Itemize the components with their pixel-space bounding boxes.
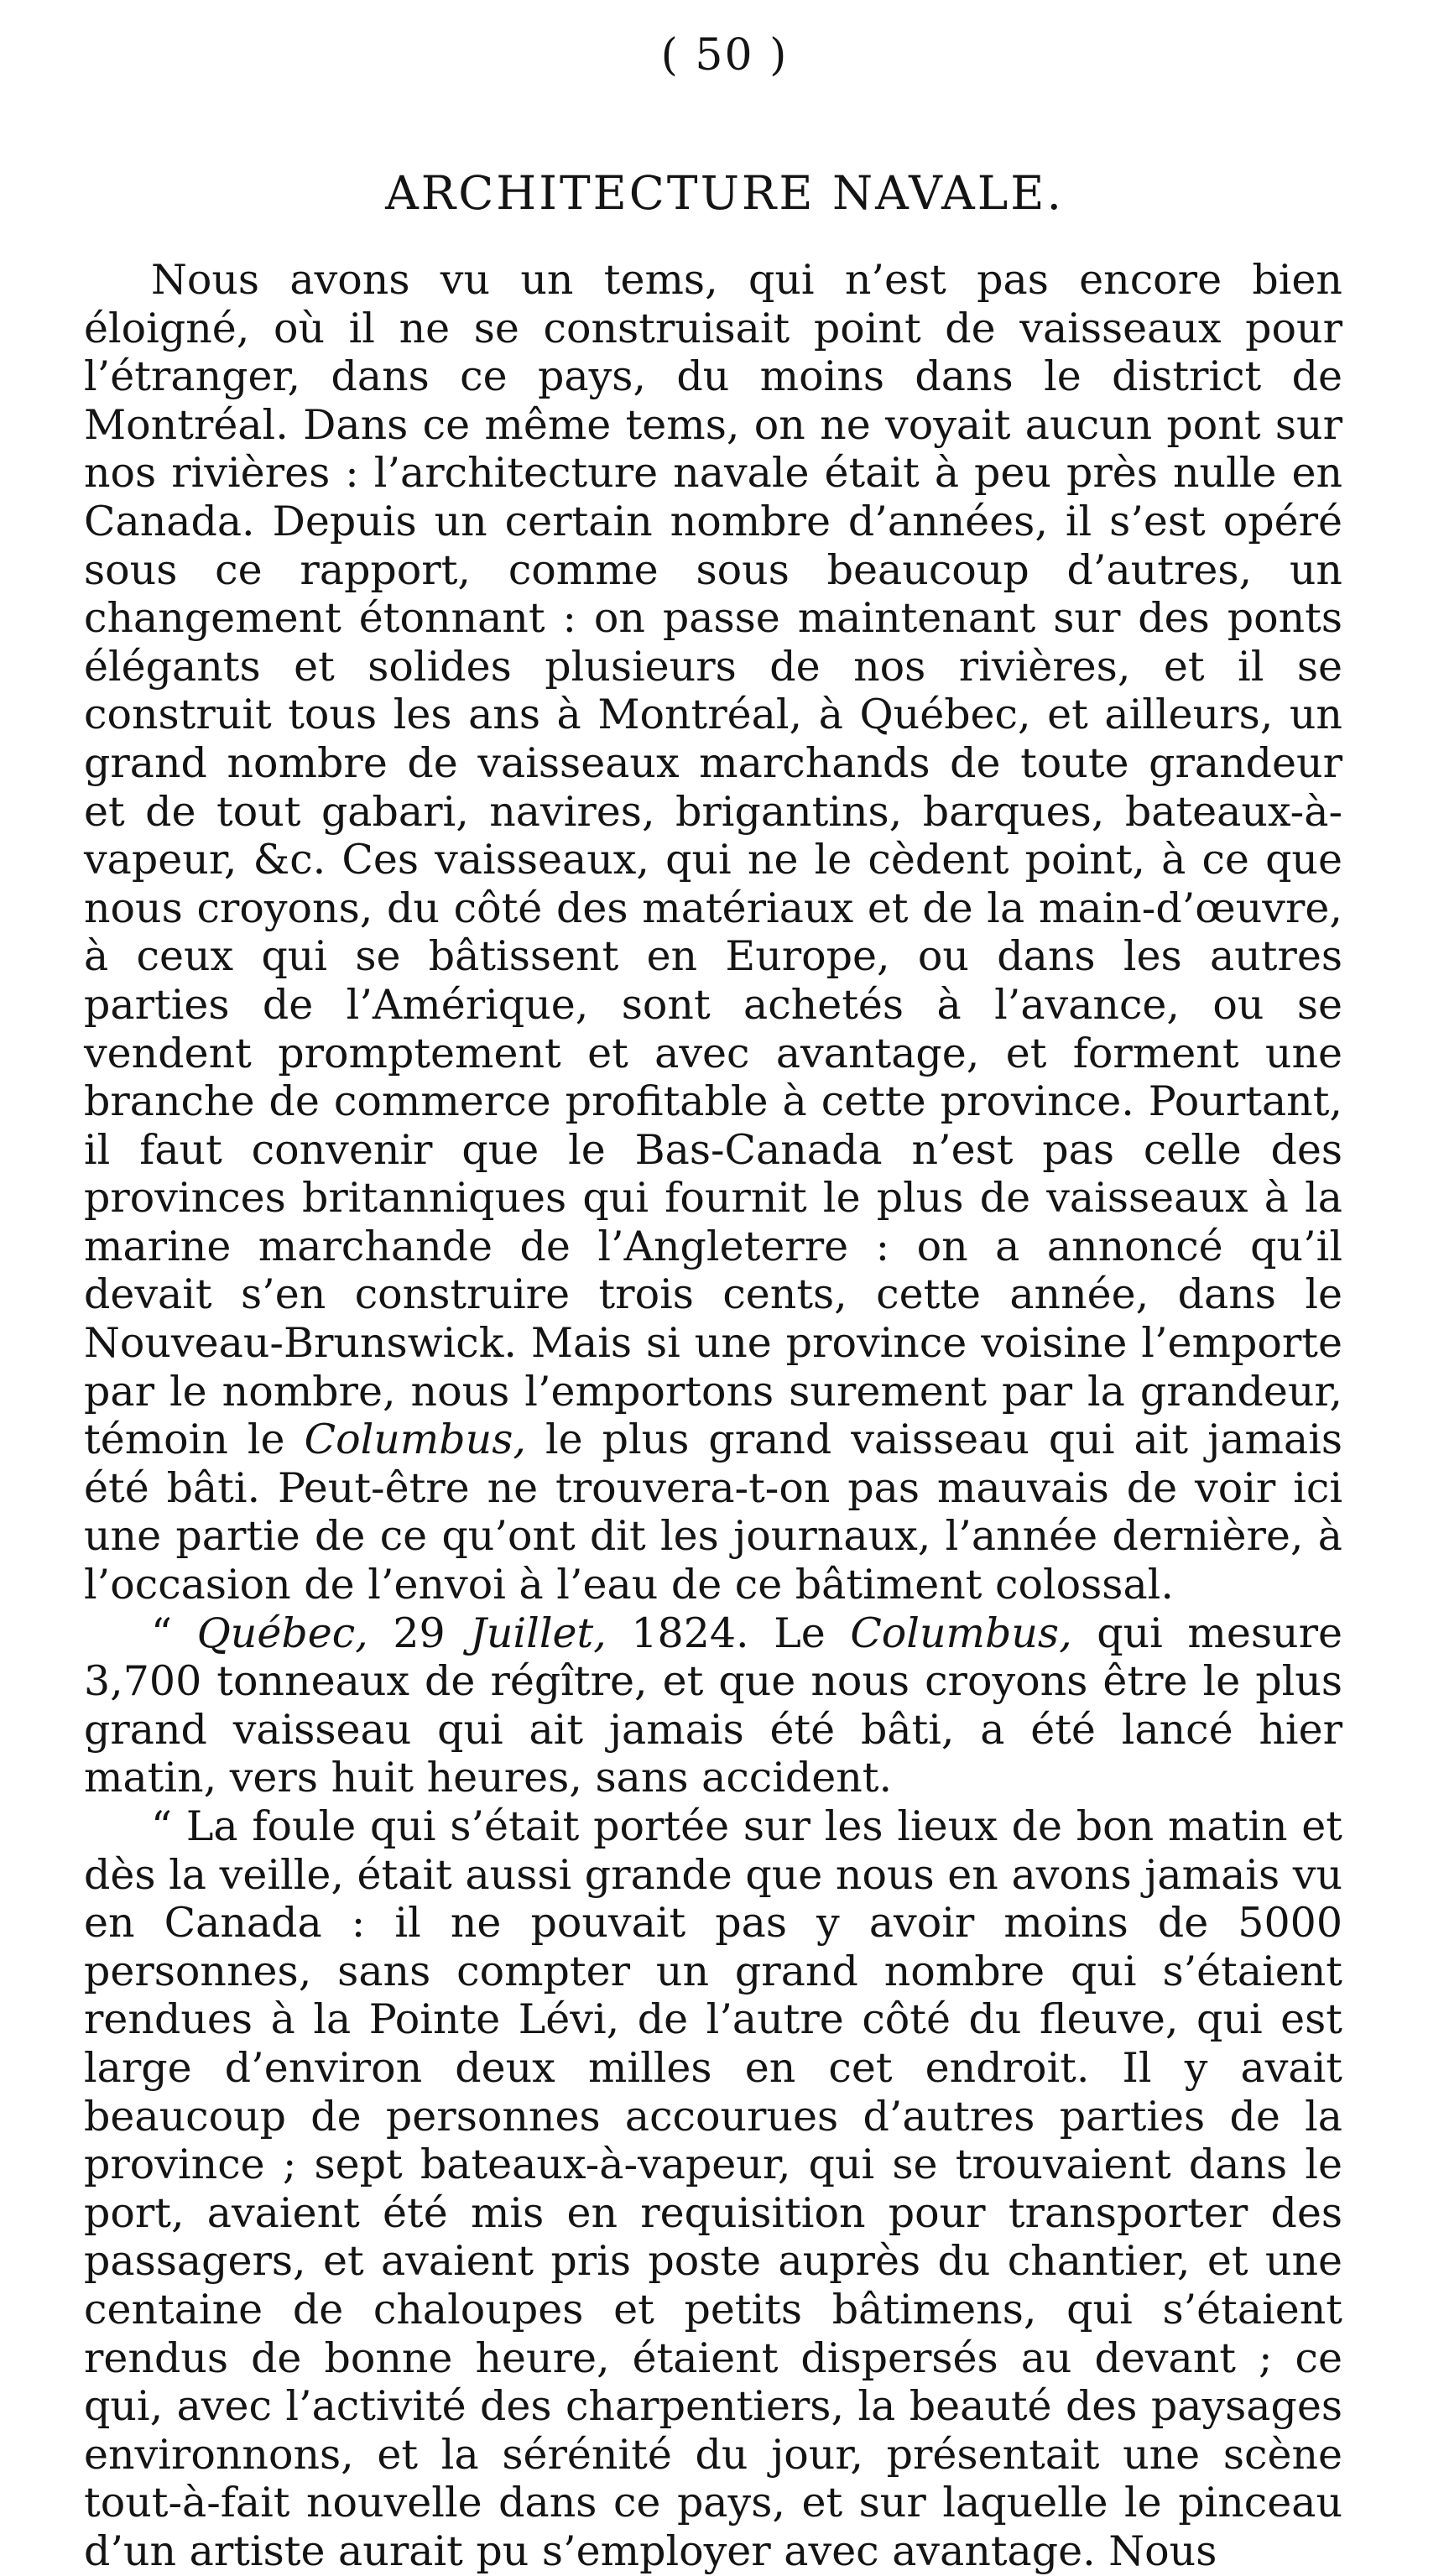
ship-name-italic-2: Columbus, [850,1609,1072,1657]
ship-name-italic: Columbus, [304,1416,526,1464]
place-italic: Québec, [196,1609,368,1657]
month-italic: Juillet, [470,1609,607,1657]
paragraph-1-text-continued: le plus grand vaisseau qui ait jamais été bâti. Peut-être ne trouvera-t-on pas mauvais de voir ici une partie de ce qu’ont dit les journaux, l’année dernière, à l’occasion de l’envoi à l’eau de ce bâtiment colossal. [84,1416,1343,1609]
paragraph-3 [84,1802,1342,2576]
date-year: 1824. Le [631,1609,826,1657]
paragraph-2-text: qui mesure 3,700 tonneaux de régître, et que nous croyons être le plus grand vaisseau qui ait jamais été bâti, a été lancé hier matin, vers huit heures, sans accident. [84,1609,1342,1802]
date-day: 29 [393,1609,446,1657]
paragraph-1 [84,256,1342,1609]
paragraph-2 [84,1609,1342,1802]
paragraph-1-text: Nous avons vu un tems, qui n’est pas encore bien éloigné, où il ne se construisait point de vaisseaux pour l’étranger, dans ce pays, du moins dans le district de Montréal. Dans ce même tems, on ne voyait aucun pont sur nos rivières : l’architecture navale était à peu près nulle en Canada. Depuis un certain nombre d’années, il s’est opéré sous ce rapport, comme sous beaucoup d’autres, un changement étonnant : on passe maintenant sur des ponts élégants et solides plusieurs de nos rivières, et il se construit tous les ans à Montréal, à Québec, et ailleurs, un grand nombre de vaisseaux marchands de toute grandeur et de tout gabari, navires, brigantins, barques, bateaux-à-vapeur, &c. Ces vaisseaux, qui ne le cèdent point, à ce que nous croyons, du côté des matériaux et de la main-d’œuvre, à ceux qui se bâtissent en Europe, ou dans les autres parties de l’Amérique, sont achetés à l’avance, ou se vendent promptement et avec avantage, et forment une branche de commerce profitable à cette province. Pourtant, il faut convenir que le Bas-Canada n’est pas celle des provinces britanniques qui fournit le plus de vaisseaux à la marine marchande de l’Angleterre : on a annoncé qu’il devait s’en construire trois cents, cette année, dans le Nouveau-Brunswick. Mais si une province voisine l’emporte par le nombre, nous l’emportons surement par la grandeur, témoin le [84,256,1342,1464]
paragraph-3-text: “ La foule qui s’était portée sur les lieux de bon matin et dès la veille, était aussi grande que nous en avons jamais vu en Canada : il ne pouvait pas y avoir moins de 5000 personnes, sans compter un grand nombre qui s’étaient rendues à la Pointe Lévi, de l’autre côté du fleuve, qui est large d’environ deux milles en cet endroit. Il y avait beaucoup de personnes accourues d’autres parties de la province ; sept bateaux-à-vapeur, qui se trouvaient dans le port, avaient été mis en requisition pour transporter des passagers, et avaient pris poste auprès du chantier, et une centaine de chaloupes et petits bâtimens, qui s’étaient rendus de bonne heure, étaient dispersés au devant ; ce qui, avec l’activité des charpentiers, la beauté des paysages environnons, et la sérénité du jour, présentait une scène tout-à-fait nouvelle dans ce pays, et sur laquelle le pinceau d’un artiste aurait pu s’employer avec avantage. Nous [84,1802,1342,2575]
open-quote: “ [151,1609,173,1657]
page-title: ARCHITECTURE NAVALE. [385,166,1064,220]
page-number: ( 50 ) [660,30,789,81]
article-body [84,256,1342,2576]
